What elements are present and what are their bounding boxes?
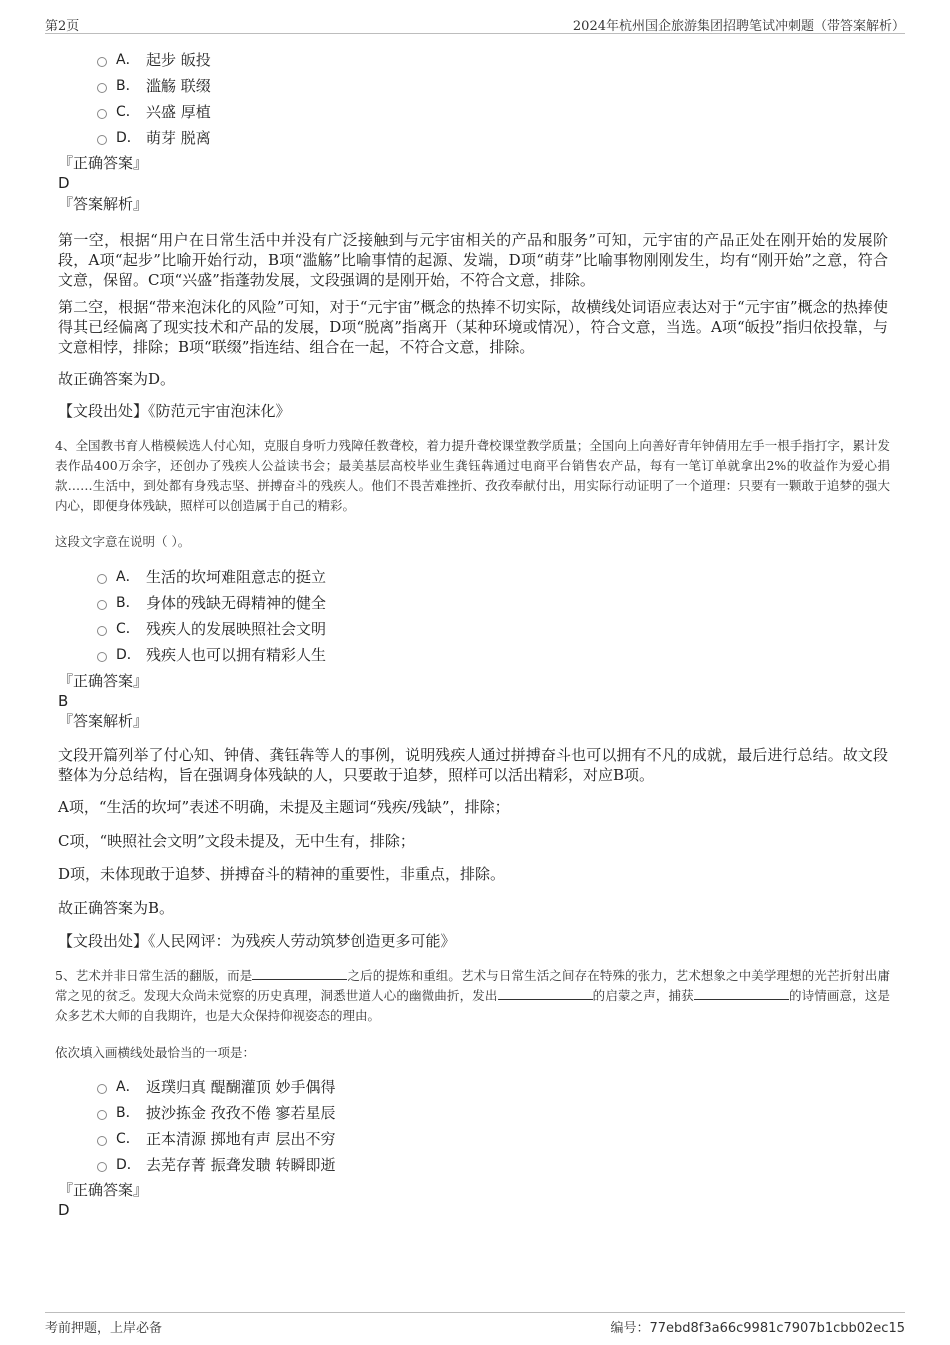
q3-option-c[interactable]: C． 兴盛 厚植	[97, 98, 211, 124]
q5-option-a[interactable]: A． 返璞归真 醍醐灌顶 妙手偶得	[97, 1073, 336, 1099]
q3-options	[97, 46, 211, 150]
q4-option-c[interactable]: C． 残疾人的发展映照社会文明	[97, 615, 326, 641]
fill-blank-1	[252, 967, 347, 980]
radio-icon[interactable]	[97, 652, 107, 662]
q4-option-b[interactable]: B． 身体的残缺无碍精神的健全	[97, 589, 326, 615]
q3-source: 【文段出处】《防范元宇宙泡沫化》	[58, 402, 291, 420]
radio-icon[interactable]	[97, 626, 107, 636]
q5-options	[97, 1073, 336, 1177]
q3-analysis-para-2: 第二空，根据“带来泡沫化的风险”可知，对于“元宇宙”概念的热捧不切实际，故横线处词语应表达对于“元宇宙”概念的热捧使得其已经偏离了现实技术和产品的发展，D项“脱离”指离开（某种环境或情况），符合文意，当选。A项“皈投”指归依投靠，与文意相悖，排除；B项“联缀”指连结、组合在一起，不符合文意，排除。	[58, 298, 888, 356]
q4-analysis-c: C项，“映照社会文明”文段未提及，无中生有，排除；	[58, 832, 415, 850]
q4-options	[97, 563, 326, 667]
footer-slogan: 考前押题，上岸必备	[45, 1321, 163, 1336]
q3-analysis-label: 『答案解析』	[58, 195, 149, 213]
page-footer	[45, 1312, 905, 1337]
q5-text: 5、艺术并非日常生活的翻版，而是 之后的提炼和重组。艺术与日常生活之间存在特殊的张力，艺术想象之中美学理想的光芒折射出庸常之见的贫乏。发现大众尚未觉察的历史真理，洞悉世道人心的幽微曲折，发出 的启蒙之声，捕获 的诗情画意，这是众多艺术大师的自我期许，也是大众保持仰视姿态的理由。	[55, 968, 890, 1023]
q3-answer-label: 『正确答案』	[58, 154, 149, 172]
q5-option-c[interactable]: C． 正本清源 掷地有声 层出不穷	[97, 1125, 336, 1151]
radio-icon[interactable]	[97, 83, 107, 93]
radio-icon[interactable]	[97, 1084, 107, 1094]
q3-option-a[interactable]: A． 起步 皈投	[97, 46, 211, 72]
q5-option-d[interactable]: D． 去芜存菁 振聋发聩 转瞬即逝	[97, 1151, 336, 1177]
q4-answer: B	[58, 692, 69, 710]
q4-text: 4、全国教书育人楷模候选人付心知，克服自身听力残障任教聋校，着力提升聋校课堂教学质量；全国向上向善好青年钟倩用左手一根手指打字，累计发表作品400万余字，还创办了残疾人公益读书会；最美基层高校毕业生龚钰犇通过电商平台销售农产品，每有一笔订单就拿出2%的收益作为爱心捐款……生活中，到处都有身残志坚、拼搏奋斗的残疾人。他们不畏苦难挫折、孜孜奉献付出，用实际行动证明了一个道理：只要有一颗敢于追梦的强大内心，即便身体残缺，照样可以创造属于自己的精彩。	[55, 438, 890, 513]
q5-answer-label: 『正确答案』	[58, 1181, 149, 1199]
q4-analysis-para-1: 文段开篇列举了付心知、钟倩、龚钰犇等人的事例，说明残疾人通过拼搏奋斗也可以拥有不凡的成就，最后进行总结。故文段整体为分总结构，旨在强调身体残缺的人，只要敢于追梦，照样可以活出精彩，对应B项。	[58, 746, 888, 784]
q4-option-d[interactable]: D． 残疾人也可以拥有精彩人生	[97, 641, 326, 667]
page-header	[45, 13, 905, 34]
q4-analysis-a: A项，“生活的坎坷”表述不明确，未提及主题词“残疾/残缺”，排除；	[58, 798, 510, 816]
q5-prompt: 依次填入画横线处最恰当的一项是：	[55, 1045, 256, 1060]
radio-icon[interactable]	[97, 57, 107, 67]
q3-conclusion: 故正确答案为D。	[58, 370, 176, 388]
radio-icon[interactable]	[97, 1136, 107, 1146]
q4-analysis-d: D项，未体现敢于追梦、拼搏奋斗的精神的重要性，非重点，排除。	[58, 865, 506, 883]
q5-option-b[interactable]: B． 披沙拣金 孜孜不倦 寥若星辰	[97, 1099, 336, 1125]
document-title: 2024年杭州国企旅游集团招聘笔试冲刺题（带答案解析）	[572, 19, 905, 34]
q3-option-d[interactable]: D． 萌芽 脱离	[97, 124, 211, 150]
q4-option-a[interactable]: A． 生活的坎坷难阻意志的挺立	[97, 563, 326, 589]
fill-blank-2	[498, 987, 593, 1000]
page-number: 第2页	[45, 19, 80, 34]
fill-blank-3	[694, 987, 789, 1000]
document-code: 编号：77ebd8f3a66c9981c7907b1cbb02ec15	[610, 1321, 905, 1336]
q3-answer: D	[58, 174, 70, 192]
q3-analysis-para-1: 第一空，根据“用户在日常生活中并没有广泛接触到与元宇宙相关的产品和服务”可知，元宇宙的产品正处在刚开始的发展阶段，A项“起步”比喻开始行动，B项“滥觞”比喻事情的起源、发端，D项“萌芽”比喻事物刚刚发生，均有“刚开始”之意，符合文意，保留。C项“兴盛”指蓬勃发展，文段强调的是刚开始，不符合文意，排除。	[58, 231, 888, 289]
radio-icon[interactable]	[97, 574, 107, 584]
q4-prompt: 这段文字意在说明（ ）。	[55, 534, 191, 549]
radio-icon[interactable]	[97, 135, 107, 145]
q4-conclusion: 故正确答案为B。	[58, 899, 175, 917]
radio-icon[interactable]	[97, 1162, 107, 1172]
q4-answer-label: 『正确答案』	[58, 672, 149, 690]
q4-source: 【文段出处】《人民网评：为残疾人劳动筑梦创造更多可能》	[58, 932, 456, 950]
radio-icon[interactable]	[97, 600, 107, 610]
radio-icon[interactable]	[97, 1110, 107, 1120]
q4-analysis-label: 『答案解析』	[58, 712, 149, 730]
q5-answer: D	[58, 1201, 70, 1219]
q3-option-b[interactable]: B． 滥觞 联缀	[97, 72, 211, 98]
radio-icon[interactable]	[97, 109, 107, 119]
